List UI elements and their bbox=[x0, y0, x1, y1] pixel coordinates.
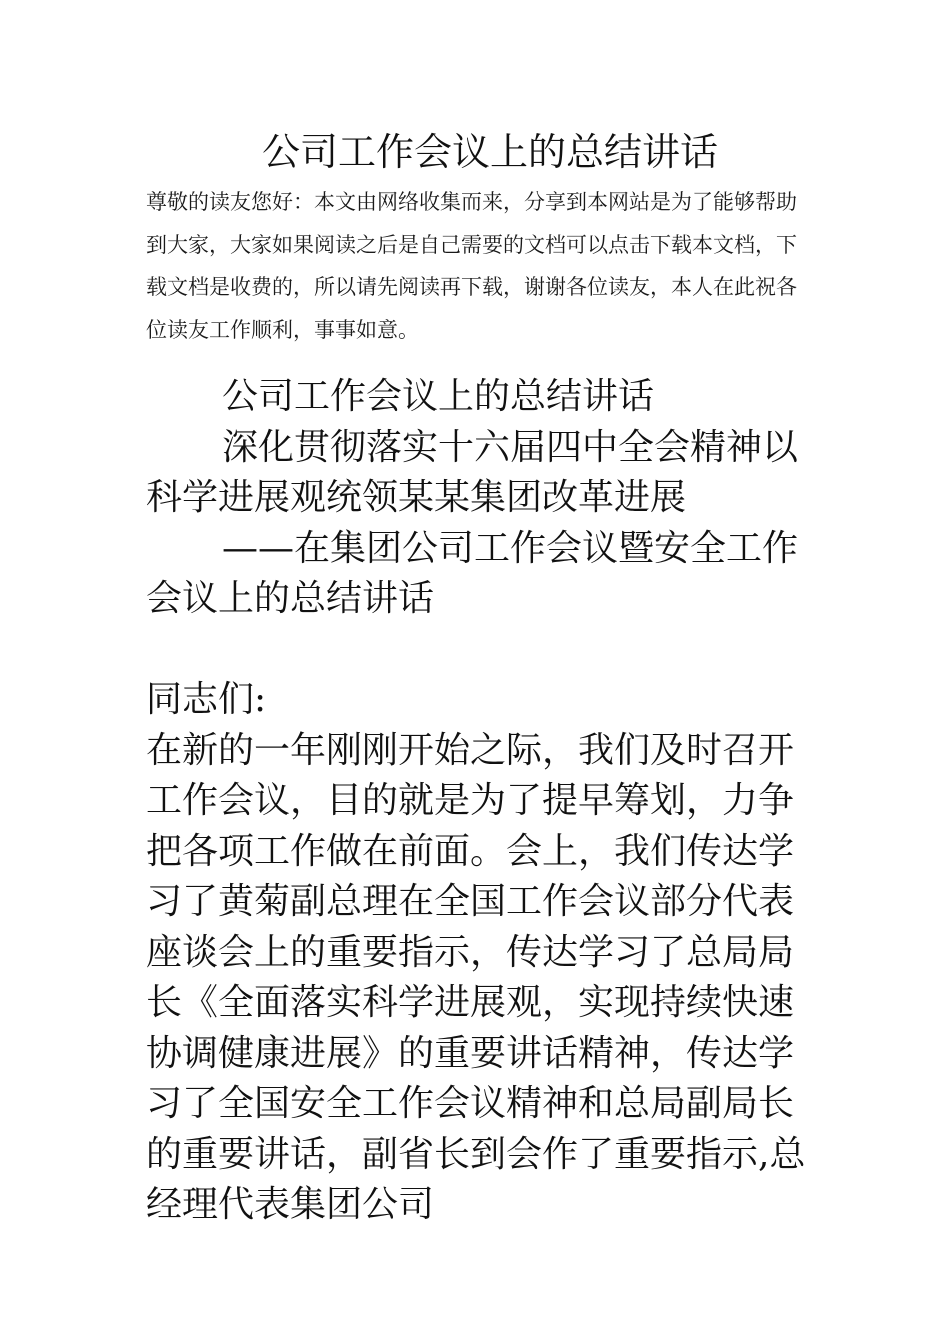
salutation: 同志们: bbox=[146, 679, 267, 720]
speech-heading: 公司工作会议上的总结讲话 bbox=[222, 376, 655, 417]
speech-byline: ——在集团公司工作会议暨安全工作会议上的总结讲话 bbox=[146, 527, 799, 619]
document-title: 公司工作会议上的总结讲话 bbox=[261, 130, 718, 174]
body-paragraph: 在新的一年刚刚开始之际，我们及时召开工作会议，目的就是为了提早筹划，力争把各项工作做在前面。会上，我们传达学习了黄菊副总理在全国工作会议部分代表座谈会上的重要指示，传达学习了总局局长《全面落实科学进展观，实现持续快速协调健康进展》的重要讲话精神，传达学习了全国安全工作会议精神和总局副局长的重要讲话，副省长到会作了重要指示,总经理代表集团公司 bbox=[146, 729, 806, 1225]
speech-subtitle: 深化贯彻落实十六届四中全会精神以科学进展观统领某某集团改革进展 bbox=[146, 426, 799, 518]
document-body bbox=[146, 372, 810, 1231]
reader-notice: 尊敬的读友您好：本文由网络收集而来，分享到本网站是为了能够帮助到大家，大家如果阅读之后是自己需要的文档可以点击下载本文档，下载文档是收费的，所以请先阅读再下载，谢谢各位读友，本人在此祝各位读友工作顺利，事事如意。 bbox=[146, 190, 797, 342]
spacer bbox=[146, 625, 810, 676]
